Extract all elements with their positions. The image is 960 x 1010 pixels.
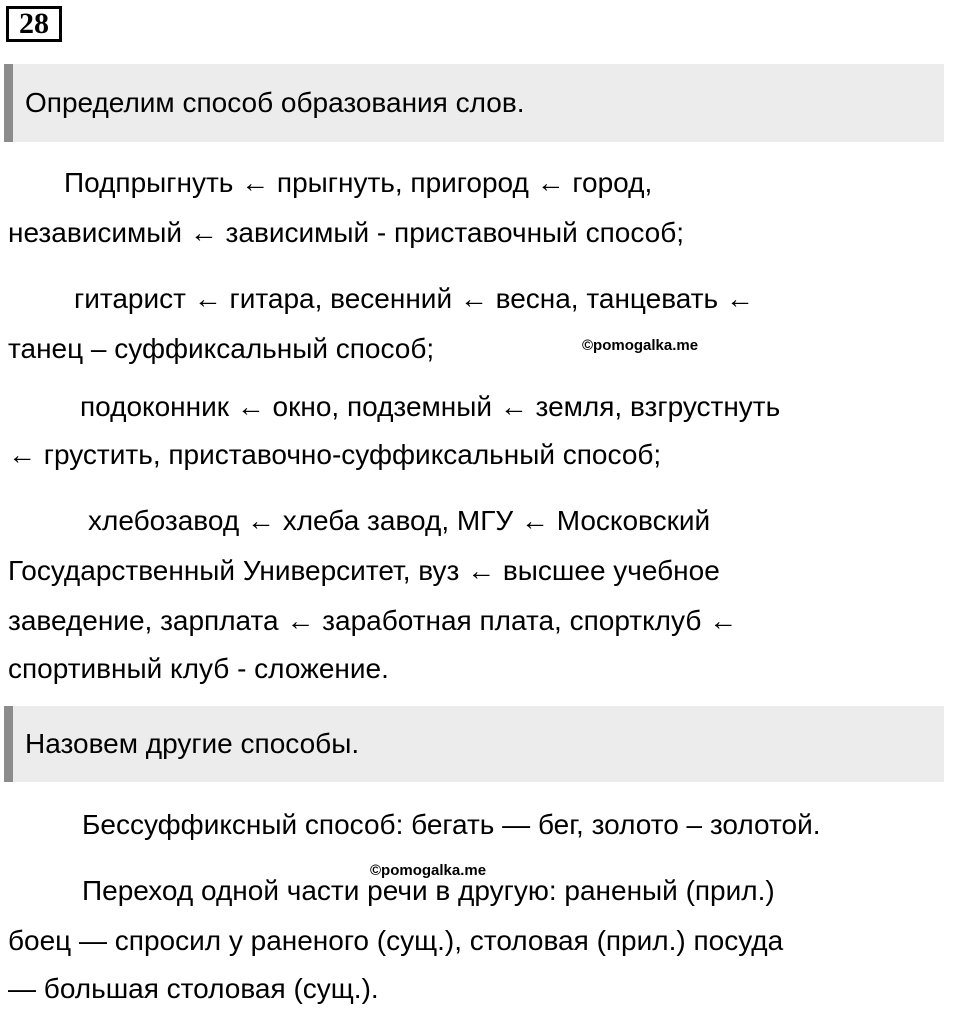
text-line-11: Бессуффиксный способ: бегать — бег, золото – золотой. xyxy=(82,809,821,840)
text-line-12: Переход одной части речи в другую: раненый (прил.) xyxy=(82,875,775,906)
text-line-3: гитарист ← гитара, весенний ← весна, танцевать ← xyxy=(74,283,754,314)
text-line-9: заведение, зарплата ← заработная плата, спортклуб ← xyxy=(8,605,738,636)
text-line-14: — большая столовая (сущ.). xyxy=(8,973,379,1004)
task-number: 28 xyxy=(6,6,62,42)
text-line-13: боец — спросил у раненого (сущ.), столовая (прил.) посуда xyxy=(8,925,784,956)
watermark: ©pomogalka.me xyxy=(582,337,699,354)
text-line-6: ← грустить, приставочно-суффиксальный способ; xyxy=(8,439,662,470)
watermark-2: ©pomogalka.me xyxy=(370,862,487,879)
text-line-8: Государственный Университет, вуз ← высшее учебное xyxy=(8,555,720,586)
text-line-2: независимый ← зависимый - приставочный способ; xyxy=(8,217,685,248)
text-line-5: подоконник ← окно, подземный ← земля, взгрустнуть xyxy=(80,391,781,422)
text-line-4: танец – суффиксальный способ; xyxy=(8,333,435,364)
text-line-1: Подпрыгнуть ← прыгнуть, пригород ← город, xyxy=(64,167,653,198)
section-heading-1: Определим способ образования слов. xyxy=(4,64,944,142)
text-line-7: хлебозавод ← хлеба завод, МГУ ← Московский xyxy=(88,505,711,536)
text-line-10: спортивный клуб - сложение. xyxy=(8,653,389,684)
section-heading-2: Назовем другие способы. xyxy=(4,706,944,782)
